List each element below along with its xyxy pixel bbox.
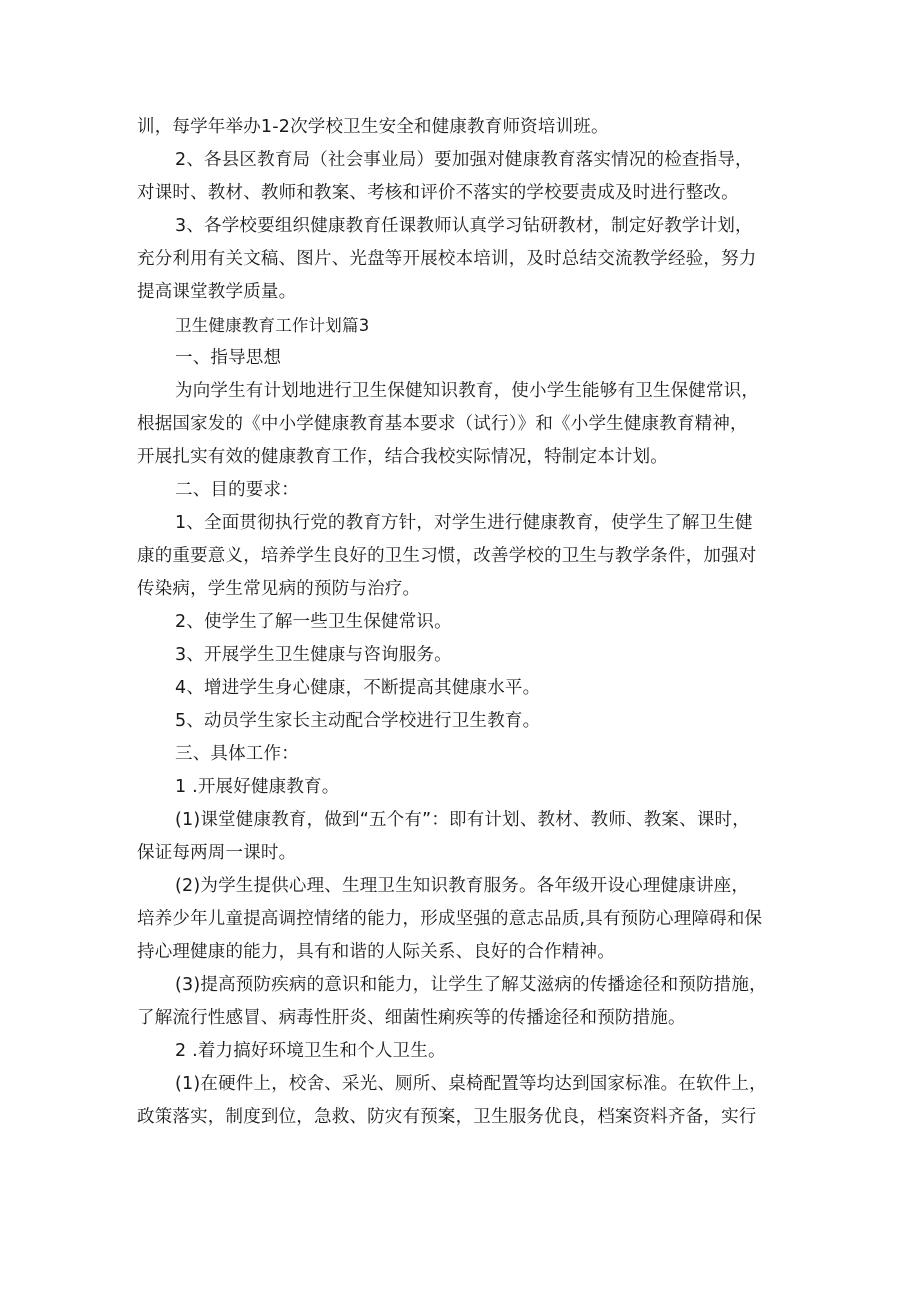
text-line: 4、增进学生身心健康，不断提高其健康水平。 — [175, 678, 541, 698]
text-line: 培养少年儿童提高调控情绪的能力，形成坚强的意志品质,具有预防心理障碍和保 — [137, 909, 763, 929]
text-line: 5、动员学生家长主动配合学校进行卫生教育。 — [175, 711, 541, 731]
text-line: 了解流行性感冒、病毒性肝炎、细菌性痢疾等的传播途径和预防措施。 — [137, 1008, 686, 1028]
text-line: 根据国家发的《中小学健康教育基本要求（试行）》和《小学生健康教育精神， — [137, 414, 748, 434]
text-line: (1)在硬件上，校舍、采光、厕所、桌椅配置等均达到国家标准。在软件上， — [175, 1074, 767, 1094]
text-line: (1)课堂健康教育，做到“五个有”：即有计划、教材、教师、教案、课时， — [175, 810, 750, 830]
text-line: 政策落实，制度到位，急救、防灾有预案，卫生服务优良，档案资料齐备，实行 — [137, 1107, 757, 1127]
text-line: 3、各学校要组织健康教育任课教师认真学习钻研教材，制定好教学计划， — [175, 216, 753, 236]
text-line: 训，每学年举办1-2次学校卫生安全和健康教育师资培训班。 — [137, 117, 609, 137]
subsection-heading: 二、目的要求： — [175, 480, 299, 500]
subsection-heading: 三、具体工作： — [175, 744, 299, 764]
subsection-heading: 一、指导思想 — [175, 348, 282, 368]
text-line: 对课时、教材、教师和教案、考核和评价不落实的学校要责成及时进行整改。 — [137, 183, 739, 203]
section-heading: 卫生健康教育工作计划篇3 — [175, 316, 370, 335]
text-line: 提高课堂教学质量。 — [137, 282, 297, 302]
text-line: 传染病，学生常见病的预防与治疗。 — [137, 579, 421, 599]
text-line: 保证每两周一课时。 — [137, 843, 297, 863]
document-body — [137, 111, 802, 1134]
text-line: 康的重要意义，培养学生良好的卫生习惯，改善学校的卫生与教学条件，加强对 — [137, 546, 757, 566]
text-line: 开展扎实有效的健康教育工作，结合我校实际情况，特制定本计划。 — [137, 447, 668, 467]
text-line: 1 .开展好健康教育。 — [175, 777, 340, 797]
text-line: 充分利用有关文稿、图片、光盘等开展校本培训，及时总结交流教学经验，努力 — [137, 249, 757, 269]
text-line: 持心理健康的能力，具有和谐的人际关系、良好的合作精神。 — [137, 942, 615, 962]
text-line: 2、各县区教育局（社会事业局）要加强对健康教育落实情况的检查指导， — [175, 150, 753, 170]
text-line: 3、开展学生卫生健康与咨询服务。 — [175, 645, 452, 665]
text-line: 1、全面贯彻执行党的教育方针，对学生进行健康教育，使学生了解卫生健 — [175, 513, 753, 533]
text-line: (3)提高预防疾病的意识和能力，让学生了解艾滋病的传播途径和预防措施， — [175, 975, 767, 995]
text-line: (2)为学生提供心理、生理卫生知识教育服务。各年级开设心理健康讲座， — [175, 876, 750, 896]
text-line: 2 .着力搞好环境卫生和个人卫生。 — [175, 1041, 446, 1061]
text-line: 2、使学生了解一些卫生保健常识。 — [175, 612, 452, 632]
text-line: 为向学生有计划地进行卫生保健知识教育，使小学生能够有卫生保健常识， — [175, 381, 760, 401]
